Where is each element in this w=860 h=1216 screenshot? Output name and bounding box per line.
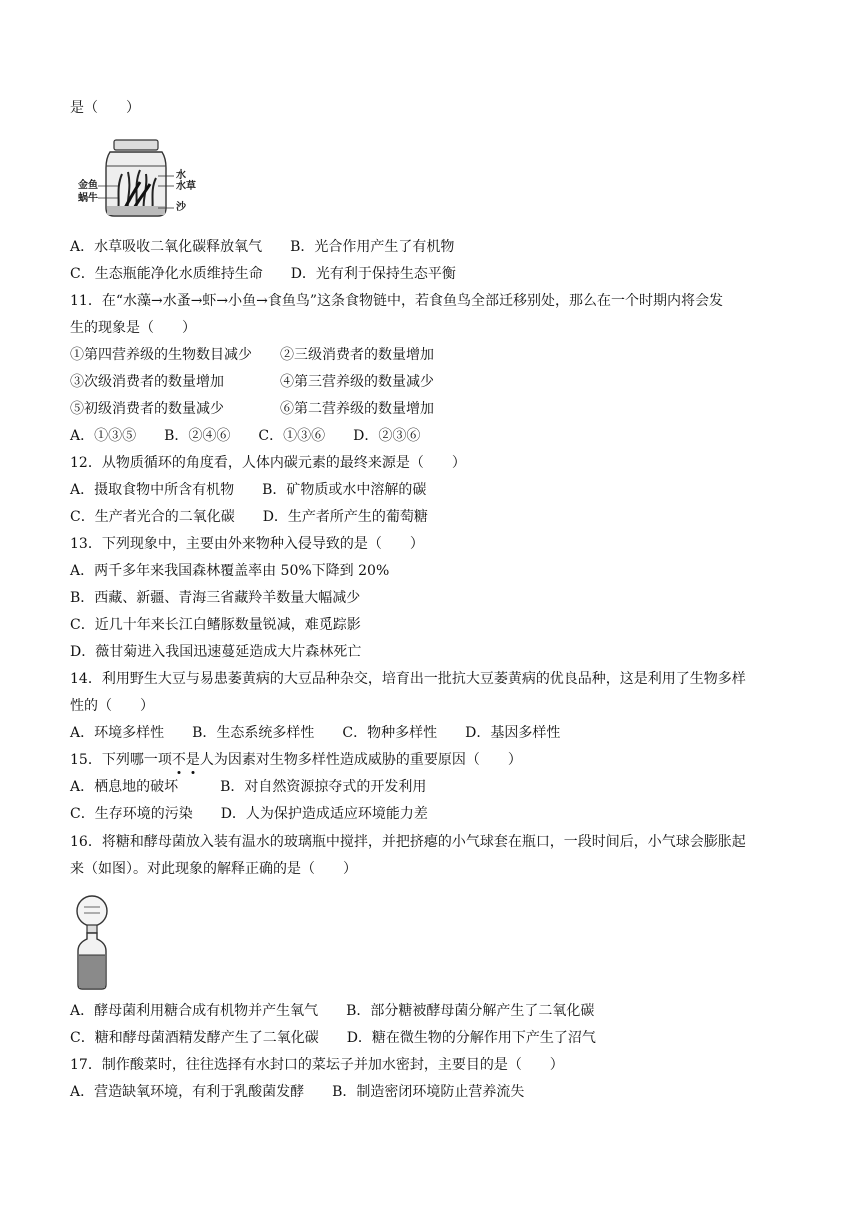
q13-stem: 13．下列现象中，主要由外来物种入侵导致的是（ ） xyxy=(70,536,424,552)
q15-stem-post: 人为因素对生物多样性造成威胁的重要原因（ ） xyxy=(199,752,522,768)
q15-stem xyxy=(70,751,522,769)
q16-options-cd: C．糖和酵母菌酒精发酵产生了二氧化碳 D．糖在微生物的分解作用下产生了沼气 xyxy=(70,1030,596,1046)
q13-option-d: D．薇甘菊进入我国迅速蔓延造成大片森林死亡 xyxy=(70,644,362,660)
balloon-bottle-illustration xyxy=(72,893,112,993)
q17-stem: 17．制作酸菜时，往往选择有水封口的菜坛子并加水密封，主要目的是（ ） xyxy=(70,1057,564,1073)
q12-options-ab: A．摄取食物中所含有机物 B．矿物质或水中溶解的碳 xyxy=(70,482,427,498)
q11-statement-56: ⑤初级消费者的数量减少 ⑥第二营养级的数量增加 xyxy=(70,401,434,417)
q14-stem-1: 14．利用野生大豆与易患萎黄病的大豆品种杂交，培育出一批抗大豆萎黄病的优良品种，这是利用了生物多样 xyxy=(70,671,746,687)
q15-stem-pre: 15．下列哪一项 xyxy=(70,752,172,768)
q13-option-c: C．近几十年来长江白鳍豚数量锐减，难觅踪影 xyxy=(70,617,361,633)
q11-statement-34: ③次级消费者的数量增加 ④第三营养级的数量减少 xyxy=(70,374,434,390)
q16-options-ab: A．酵母菌利用糖合成有机物并产生氧气 B．部分糖被酵母菌分解产生了二氧化碳 xyxy=(70,1003,595,1019)
q15-emphasis-bu: 不 xyxy=(171,752,186,768)
q11-stem-1: 11．在“水藻→水蚤→虾→小鱼→食鱼鸟”这条食物链中，若食鱼鸟全部迁移别处，那么在一个时期内将会发 xyxy=(70,293,724,309)
q11-stem-2: 生的现象是（ ） xyxy=(70,320,196,336)
q12-options-cd: C．生产者光合的二氧化碳 D．生产者所产生的葡萄糖 xyxy=(70,509,428,525)
q17-options-ab: A．营造缺氧环境，有利于乳酸菌发酵 B．制造密闭环境防止营养流失 xyxy=(70,1084,525,1100)
q16-stem-1: 16．将糖和酵母菌放入装有温水的玻璃瓶中搅拌，并把挤瘪的小气球套在瓶口，一段时间后，小气球会膨胀起 xyxy=(70,834,746,850)
q13-option-a: A．两千多年来我国森林覆盖率由 50%下降到 20% xyxy=(70,563,390,579)
q10-stem-end: 是（ ） xyxy=(70,100,140,116)
q11-options: A．①③⑤ B．②④⑥ C．①③⑥ D．②③⑥ xyxy=(70,428,421,444)
q15-options-ab: A．栖息地的破坏 B．对自然资源掠夺式的开发利用 xyxy=(70,779,427,795)
q14-stem-2: 性的（ ） xyxy=(70,698,154,714)
label-sand: 沙 xyxy=(176,202,186,213)
label-goldfish: 金鱼 xyxy=(78,180,98,191)
q14-options: A．环境多样性 B．生态系统多样性 C．物种多样性 D．基因多样性 xyxy=(70,725,561,741)
q10-options-cd: C．生态瓶能净化水质维持生命 D．光有利于保持生态平衡 xyxy=(70,266,456,282)
q16-stem-2: 来（如图）。对此现象的解释正确的是（ ） xyxy=(70,861,357,877)
q10-options-ab: A．水草吸收二氧化碳释放氧气 B．光合作用产生了有机物 xyxy=(70,239,455,255)
eco-jar-figure xyxy=(78,138,203,220)
q13-option-b: B．西藏、新疆、青海三省藏羚羊数量大幅减少 xyxy=(70,590,361,606)
label-snail: 蜗牛 xyxy=(78,193,98,204)
q15-options-cd: C．生存环境的污染 D．人为保护造成适应环境能力差 xyxy=(70,806,428,822)
q12-stem: 12．从物质循环的角度看，人体内碳元素的最终来源是（ ） xyxy=(70,455,466,471)
label-waterweed: 水草 xyxy=(176,181,196,192)
q15-emphasis-shi: 是 xyxy=(185,752,200,768)
balloon-bottle-figure xyxy=(72,893,112,993)
label-water: 水 xyxy=(176,170,186,181)
q11-statement-12: ①第四营养级的生物数目减少 ②三级消费者的数量增加 xyxy=(70,347,434,363)
